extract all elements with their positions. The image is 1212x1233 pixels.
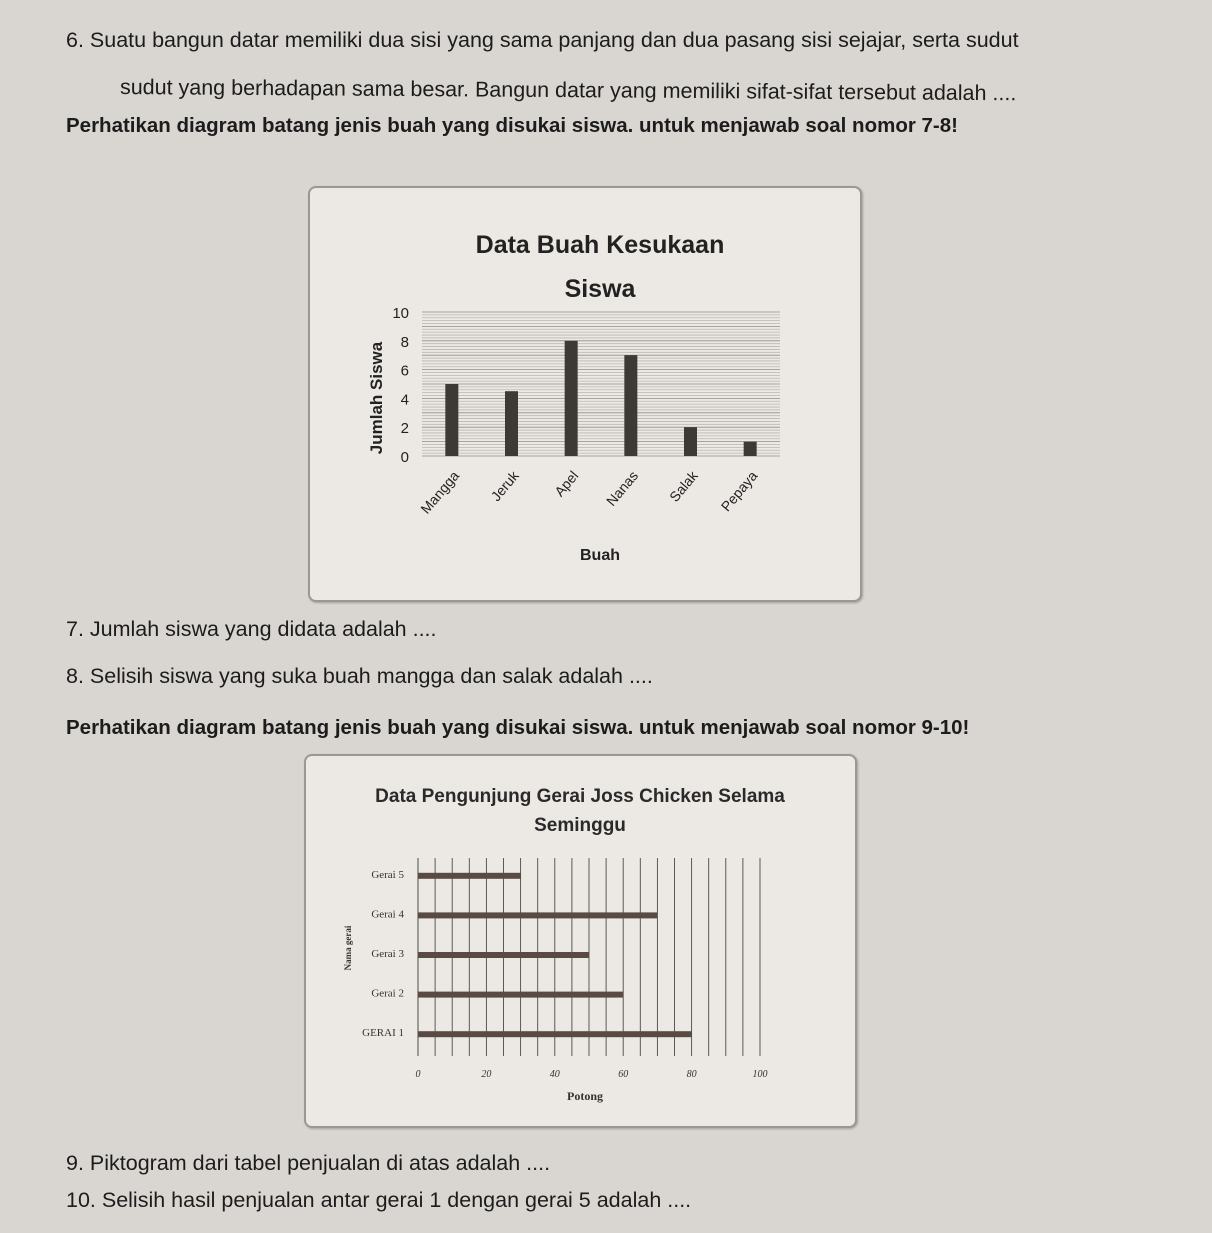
fruit-bar-pepaya bbox=[744, 442, 757, 456]
gerai-chart-x-tick-label: 60 bbox=[618, 1069, 629, 1080]
gerai-chart-x-tick-label: 40 bbox=[549, 1069, 560, 1080]
gerai-chart-title-line2: Seminggu bbox=[534, 815, 626, 836]
gerai-chart-title-line1: Data Pengunjung Gerai Joss Chicken Selama bbox=[375, 786, 785, 807]
gerai-bar-gerai-4 bbox=[418, 912, 657, 918]
question-10: 10. Selisih hasil penjualan antar gerai 1 dengan gerai 5 adalah .... bbox=[66, 1188, 692, 1212]
question-9: 9. Piktogram dari tabel penjualan di atas adalah .... bbox=[66, 1151, 551, 1175]
gerai-chart-x-axis-label: Potong bbox=[567, 1089, 603, 1103]
gerai-bar-gerai-3 bbox=[418, 952, 589, 958]
fruit-chart-title-line1: Data Buah Kesukaan bbox=[475, 231, 725, 259]
gerai-chart-y-tick-label: Gerai 4 bbox=[371, 908, 404, 921]
gerai-bar-gerai-5 bbox=[418, 873, 521, 879]
question-6-line-2: sudut yang berhadapan sama besar. Bangun datar yang memiliki sifat-sifat tersebut adalah .... bbox=[119, 75, 1017, 106]
gerai-chart-y-axis-label: Nama gerai bbox=[343, 925, 353, 971]
fruit-chart-x-tick-label: Apel bbox=[551, 467, 582, 500]
fruit-chart-x-tick-label: Salak bbox=[666, 467, 701, 505]
gerai-bar-chart bbox=[304, 754, 857, 1128]
instruction-9-10: Perhatikan diagram batang jenis buah yang disukai siswa. untuk menjawab soal nomor 9-10! bbox=[66, 716, 970, 739]
fruit-chart-y-tick-label: 0 bbox=[400, 449, 409, 466]
gerai-bar-gerai-2 bbox=[418, 992, 623, 998]
gerai-chart-y-tick-label: Gerai 5 bbox=[371, 868, 404, 881]
fruit-chart-x-tick-label: Nanas bbox=[602, 467, 642, 509]
gerai-chart-y-tick-label: GERAI 1 bbox=[362, 1027, 404, 1040]
fruit-chart-svg bbox=[310, 188, 860, 600]
fruit-bar-nanas bbox=[624, 355, 637, 456]
fruit-chart-y-tick-label: 8 bbox=[400, 333, 409, 351]
fruit-bar-chart bbox=[308, 186, 862, 602]
fruit-chart-x-tick-label: Mangga bbox=[417, 467, 463, 517]
question-8: 8. Selisih siswa yang suka buah mangga dan salak adalah .... bbox=[66, 664, 653, 688]
fruit-chart-y-tick-label: 2 bbox=[400, 420, 409, 438]
instruction-7-8: Perhatikan diagram batang jenis buah yang disukai siswa. untuk menjawab soal nomor 7-8! bbox=[66, 114, 958, 137]
gerai-chart-y-tick-label: Gerai 3 bbox=[371, 948, 404, 960]
fruit-chart-y-tick-label: 10 bbox=[392, 305, 409, 322]
fruit-bar-salak bbox=[684, 427, 697, 456]
question-7: 7. Jumlah siswa yang didata adalah .... bbox=[66, 617, 437, 641]
fruit-chart-y-tick-label: 6 bbox=[400, 362, 409, 380]
gerai-chart-x-tick-label: 20 bbox=[481, 1069, 492, 1080]
question-6-line-1: 6. Suatu bangun datar memiliki dua sisi yang sama panjang dan dua pasang sisi sejajar, serta sudut bbox=[66, 28, 1019, 52]
fruit-bar-mangga bbox=[445, 384, 458, 456]
fruit-chart-y-axis-label: Jumlah Siswa bbox=[367, 341, 386, 455]
fruit-chart-x-tick-label: Pepaya bbox=[717, 467, 761, 515]
gerai-bar-gerai-1 bbox=[418, 1031, 692, 1037]
fruit-chart-x-axis-label: Buah bbox=[580, 547, 620, 564]
gerai-chart-svg bbox=[306, 756, 855, 1126]
fruit-bar-apel bbox=[565, 341, 578, 456]
fruit-chart-y-tick-label: 4 bbox=[400, 391, 409, 409]
fruit-chart-x-tick-label: Jeruk bbox=[487, 467, 522, 505]
fruit-bar-jeruk bbox=[505, 391, 518, 456]
gerai-chart-x-tick-label: 0 bbox=[415, 1069, 421, 1080]
gerai-chart-y-tick-label: Gerai 2 bbox=[371, 987, 404, 1000]
gerai-chart-x-tick-label: 80 bbox=[686, 1069, 697, 1080]
fruit-chart-title-line2: Siswa bbox=[564, 275, 636, 303]
gerai-chart-x-tick-label: 100 bbox=[752, 1069, 768, 1080]
